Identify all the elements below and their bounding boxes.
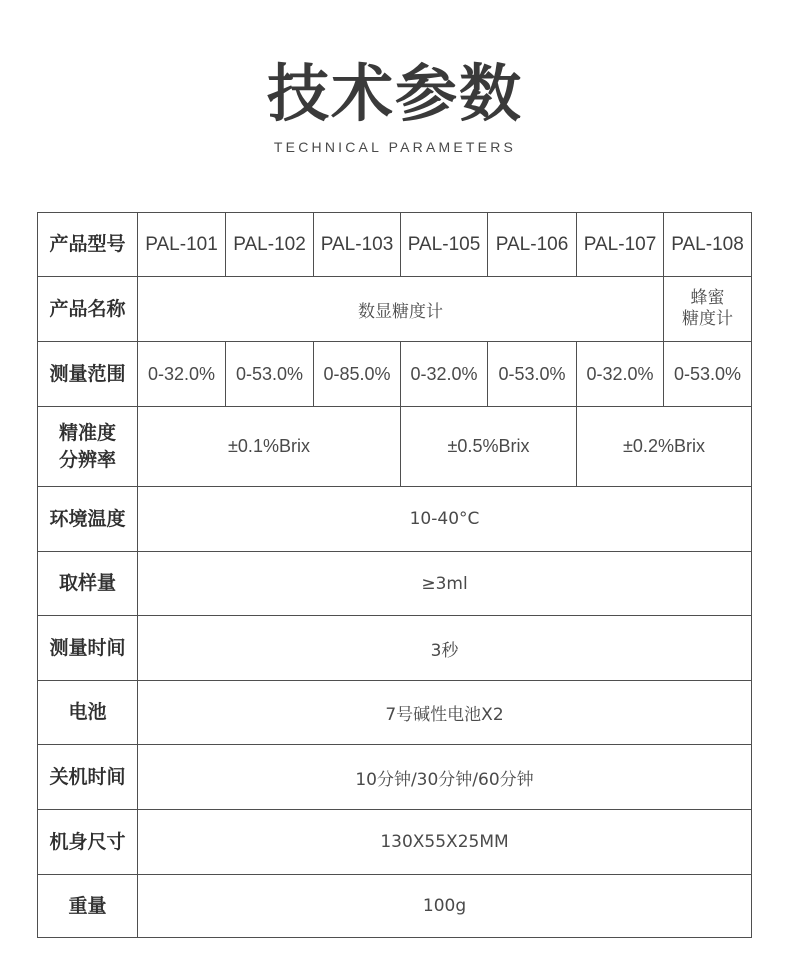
page-subtitle: TECHNICAL PARAMETERS bbox=[273, 139, 517, 155]
model-cell: PAL-101 bbox=[138, 213, 226, 277]
row-label: 机身尺寸 bbox=[38, 810, 138, 875]
value-cell: 10分钟/30分钟/60分钟 bbox=[138, 745, 752, 810]
value-cell: 数显糖度计 bbox=[138, 277, 664, 342]
label-line: 精准度 bbox=[58, 421, 116, 444]
range-cell: 0-32.0% bbox=[138, 342, 226, 407]
label-line: 分辨率 bbox=[58, 448, 116, 471]
table-row-range bbox=[38, 342, 752, 407]
row-label: 重量 bbox=[38, 875, 138, 938]
value-cell: 100g bbox=[138, 875, 752, 938]
range-cell: 0-53.0% bbox=[488, 342, 577, 407]
model-cell: PAL-103 bbox=[314, 213, 401, 277]
row-label: 电池 bbox=[38, 681, 138, 745]
table-row bbox=[38, 810, 752, 875]
range-cell: 0-53.0% bbox=[664, 342, 752, 407]
range-cell: 0-32.0% bbox=[401, 342, 488, 407]
table-row-accuracy bbox=[38, 407, 752, 487]
table-row-name bbox=[38, 277, 752, 342]
range-cell: 0-53.0% bbox=[226, 342, 314, 407]
model-cell: PAL-108 bbox=[664, 213, 752, 277]
table-row bbox=[38, 616, 752, 681]
specs-table bbox=[37, 212, 752, 938]
value-cell: ±0.2%Brix bbox=[577, 407, 752, 487]
value-cell: 10-40°C bbox=[138, 487, 752, 552]
table-row-model bbox=[38, 213, 752, 277]
row-label: 取样量 bbox=[38, 552, 138, 616]
value-cell: ±0.5%Brix bbox=[401, 407, 577, 487]
row-label: 测量时间 bbox=[38, 616, 138, 681]
row-label bbox=[38, 407, 138, 487]
value-cell bbox=[664, 277, 752, 342]
row-label: 关机时间 bbox=[38, 745, 138, 810]
value-line: 糖度计 bbox=[682, 309, 733, 329]
value-cell: 7号碱性电池X2 bbox=[138, 681, 752, 745]
table-row bbox=[38, 745, 752, 810]
row-label: 产品型号 bbox=[38, 213, 138, 277]
table-row bbox=[38, 552, 752, 616]
model-cell: PAL-107 bbox=[577, 213, 664, 277]
range-cell: 0-85.0% bbox=[314, 342, 401, 407]
model-cell: PAL-106 bbox=[488, 213, 577, 277]
value-cell: ±0.1%Brix bbox=[138, 407, 401, 487]
table-row bbox=[38, 487, 752, 552]
row-label: 产品名称 bbox=[38, 277, 138, 342]
row-label: 环境温度 bbox=[38, 487, 138, 552]
value-cell: ≥3ml bbox=[138, 552, 752, 616]
page-title: 技术参数 bbox=[266, 57, 523, 130]
table-row bbox=[38, 681, 752, 745]
model-cell: PAL-105 bbox=[401, 213, 488, 277]
value-cell: 3秒 bbox=[138, 616, 752, 681]
model-cell: PAL-102 bbox=[226, 213, 314, 277]
value-line: 蜂蜜 bbox=[690, 288, 725, 308]
row-label: 测量范围 bbox=[38, 342, 138, 407]
value-cell: 130X55X25MM bbox=[138, 810, 752, 875]
table-row bbox=[38, 875, 752, 938]
range-cell: 0-32.0% bbox=[577, 342, 664, 407]
